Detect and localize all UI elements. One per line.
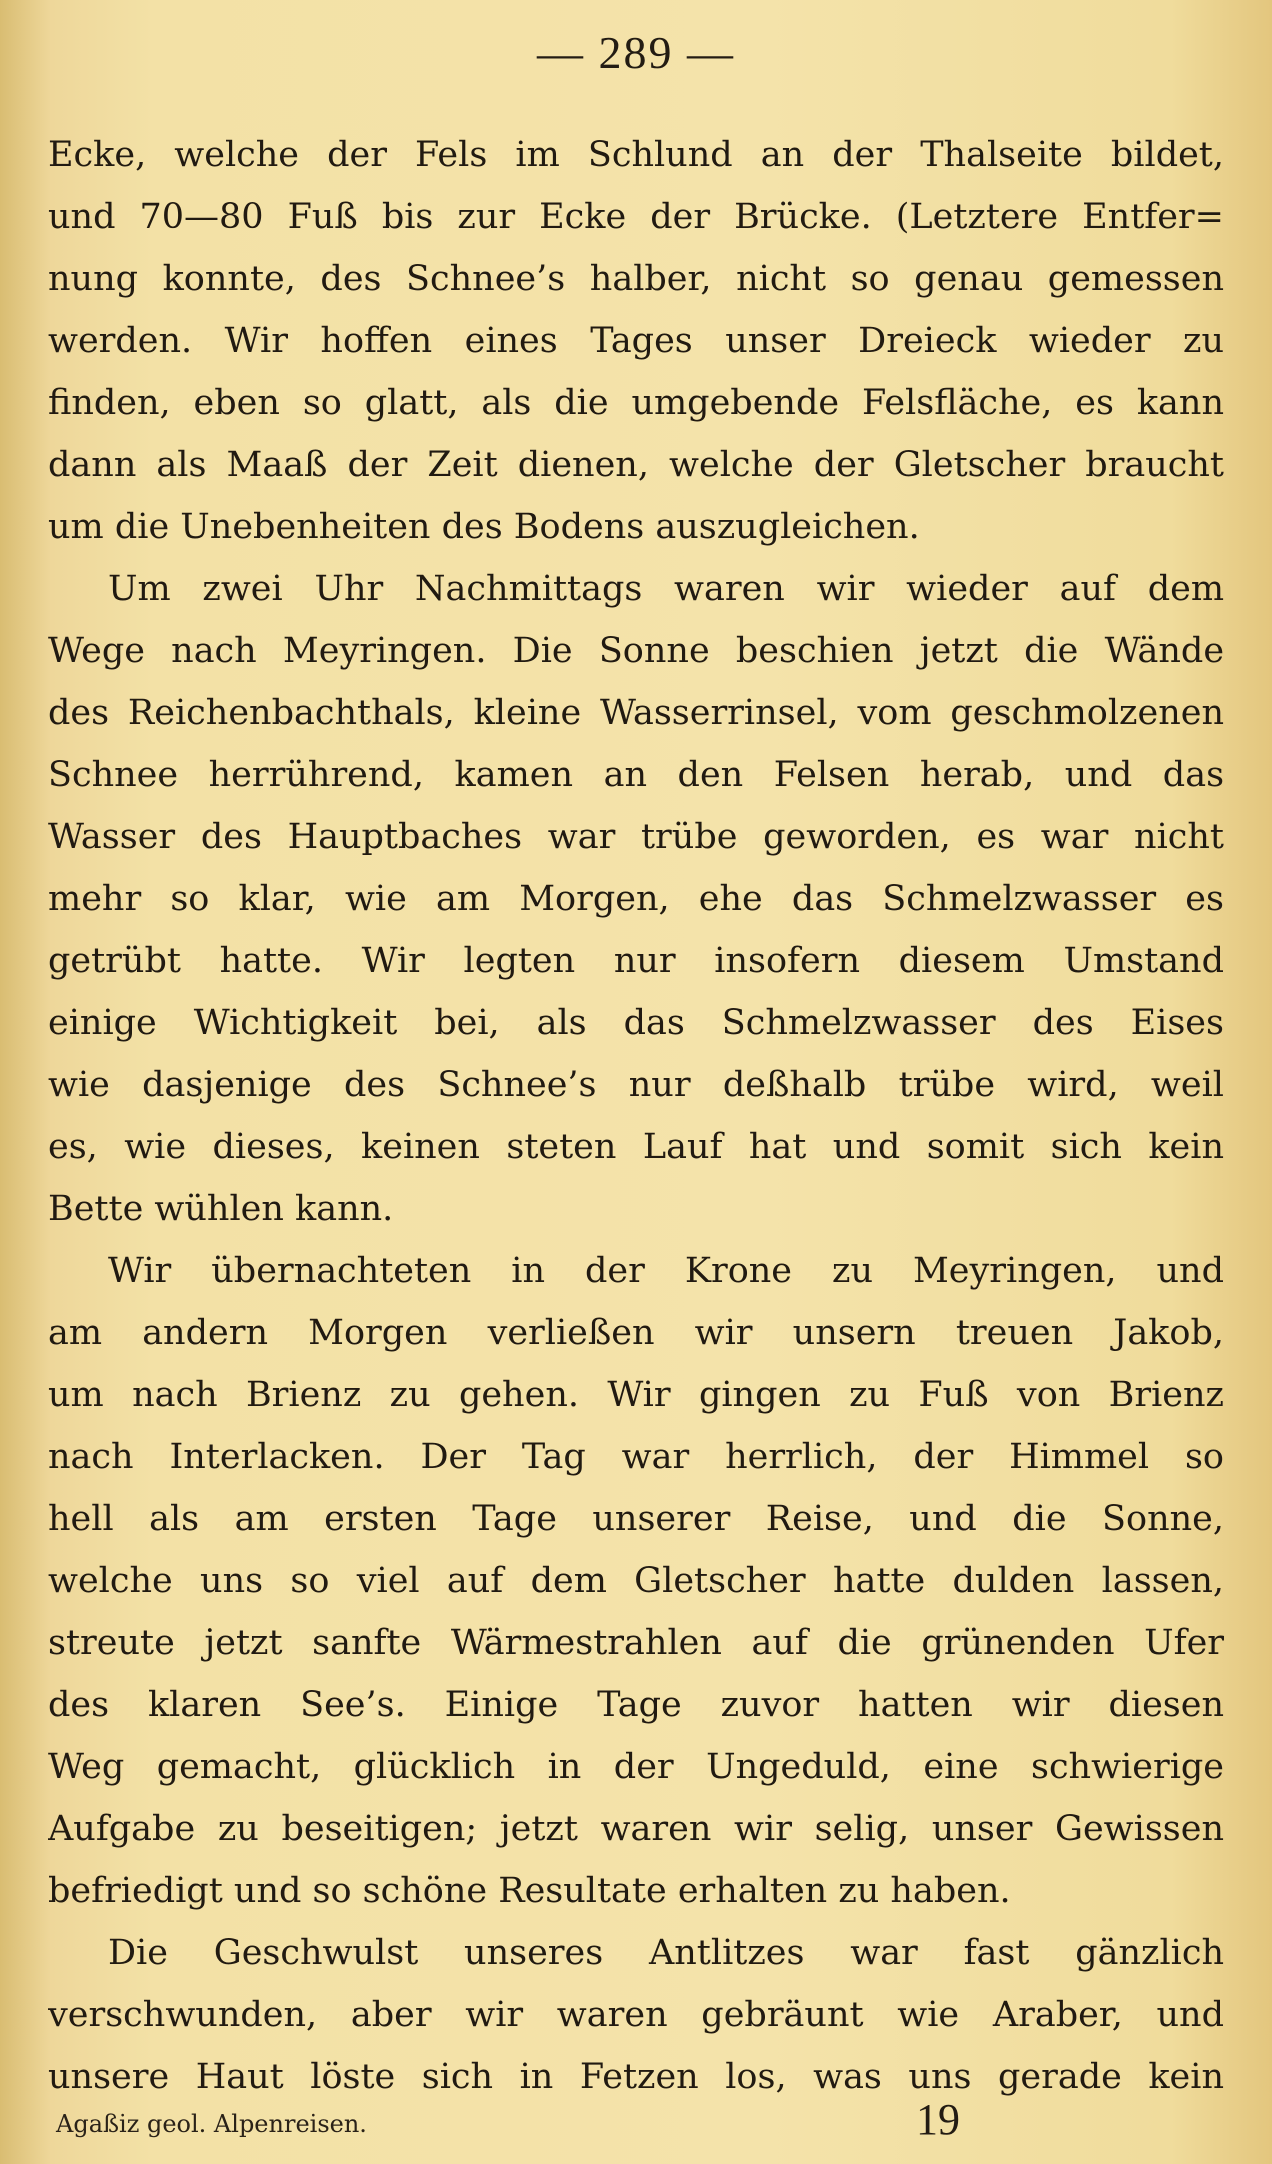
paragraph (48, 1240, 1224, 1922)
signature-number: 19 (916, 2095, 960, 2144)
running-footer-title: Agaßiz geol. Alpenreisen. (56, 2110, 367, 2138)
text-line: Wir übernachteten in der Krone zu Meyringen, und (108, 1251, 1224, 1291)
text-line: befriedigt und so schöne Resultate erhalten zu haben. (48, 1871, 1011, 1911)
text-line: welche uns so viel auf dem Gletscher hatte dulden lassen, (48, 1561, 1224, 1601)
text-line: einige Wichtigkeit bei, als das Schmelzwasser des Eises (48, 1003, 1224, 1043)
text-line: Wege nach Meyringen. Die Sonne beschien jetzt die Wände (48, 631, 1224, 671)
body-text (48, 124, 1224, 2108)
text-line: es, wie dieses, keinen steten Lauf hat und somit sich kein (48, 1127, 1224, 1167)
text-line: werden. Wir hoffen eines Tages unser Dreieck wieder zu (48, 321, 1224, 361)
text-line: finden, eben so glatt, als die umgebende Felsfläche, es kann (48, 383, 1224, 423)
text-line: nach Interlacken. Der Tag war herrlich, der Himmel so (48, 1437, 1224, 1477)
paragraph (48, 1922, 1224, 2108)
text-line: des klaren See’s. Einige Tage zuvor hatten wir diesen (48, 1685, 1224, 1725)
text-line: Weg gemacht, glücklich in der Ungeduld, eine schwierige (48, 1747, 1224, 1787)
text-line: um die Unebenheiten des Bodens auszugleichen. (48, 507, 920, 547)
text-line: verschwunden, aber wir waren gebräunt wie Araber, und (48, 1995, 1224, 2035)
text-line: mehr so klar, wie am Morgen, ehe das Schmelzwasser es (48, 879, 1224, 919)
text-line: des Reichenbachthals, kleine Wasserrinsel, vom geschmolzenen (48, 693, 1224, 733)
text-line: dann als Maaß der Zeit dienen, welche der Gletscher braucht (48, 445, 1224, 485)
text-line: streute jetzt sanfte Wärmestrahlen auf die grünenden Ufer (48, 1623, 1224, 1663)
text-line: am andern Morgen verließen wir unsern treuen Jakob, (48, 1313, 1224, 1353)
text-line: Ecke, welche der Fels im Schlund an der Thalseite bildet, (48, 135, 1224, 175)
text-line: wie dasjenige des Schnee’s nur deßhalb trübe wird, weil (48, 1065, 1224, 1105)
text-line: Um zwei Uhr Nachmittags waren wir wieder auf dem (108, 569, 1224, 609)
text-line: hell als am ersten Tage unserer Reise, und die Sonne, (48, 1499, 1224, 1539)
text-line: getrübt hatte. Wir legten nur insofern diesem Umstand (48, 941, 1224, 981)
paragraph (48, 558, 1224, 1240)
paragraph (48, 124, 1224, 558)
text-line: um nach Brienz zu gehen. Wir gingen zu Fuß von Brienz (48, 1375, 1224, 1415)
text-line: unsere Haut löste sich in Fetzen los, was uns gerade kein (48, 2057, 1224, 2097)
text-line: Bette wühlen kann. (48, 1189, 394, 1229)
page-number: — 289 — (537, 27, 735, 78)
text-line: und 70—80 Fuß bis zur Ecke der Brücke. (Letztere Entfer= (48, 197, 1224, 237)
page-footer (56, 2095, 1216, 2150)
text-line: nung konnte, des Schnee’s halber, nicht so genau gemessen (48, 259, 1224, 299)
text-line: Wasser des Hauptbaches war trübe geworden, es war nicht (48, 817, 1224, 857)
text-line: Die Geschwulst unseres Antlitzes war fast gänzlich (108, 1933, 1224, 1973)
text-line: Schnee herrührend, kamen an den Felsen herab, und das (48, 755, 1224, 795)
text-line: Aufgabe zu beseitigen; jetzt waren wir selig, unser Gewissen (48, 1809, 1224, 1849)
